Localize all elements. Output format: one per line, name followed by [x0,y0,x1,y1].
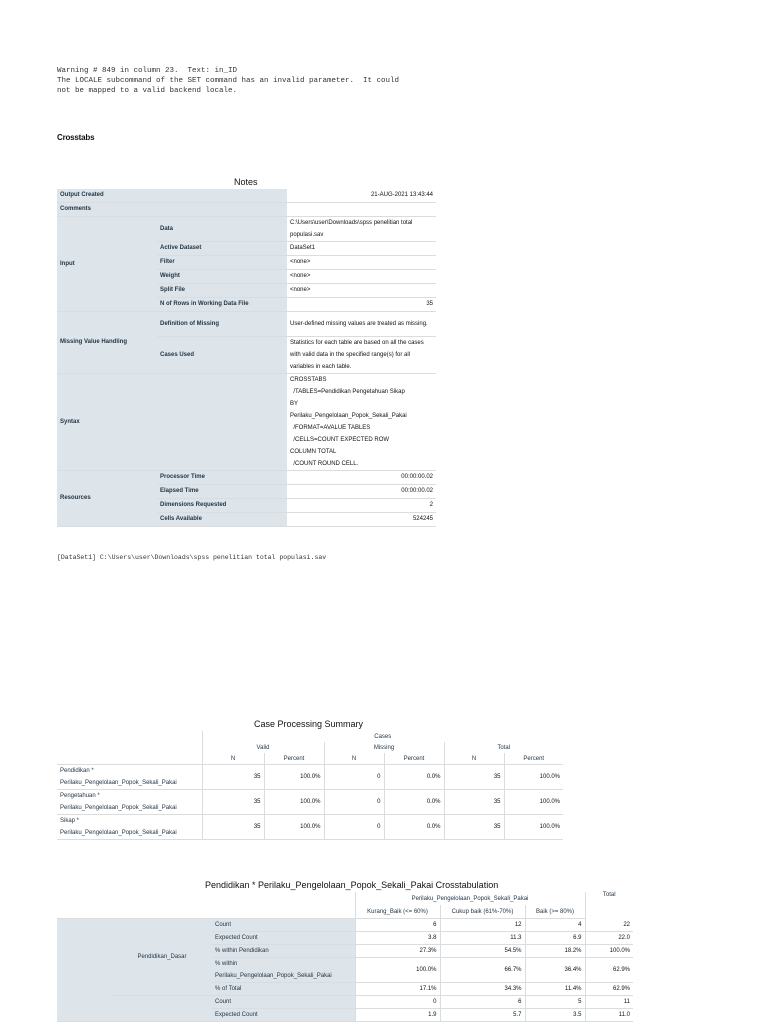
statistic-label-line: Expected Count [215,935,258,941]
cell-value: 27.3% [355,945,440,958]
row-label: Processor Time [157,471,287,485]
cell-value: 35 [444,815,504,840]
column-header: Cases [202,731,563,742]
cell-value: 0.0% [384,815,444,840]
cell-value: 100.0% [264,815,324,840]
table-row [57,189,436,203]
row-label-line: Perilaku_Pengelolaan_Popok_Sekali_Pakai [60,830,177,836]
cell-value: 100.0% [504,815,563,840]
statistic-label-line: % within [215,961,238,967]
cell-value: DataSet1 [287,242,436,256]
column-header: Percent [384,753,444,765]
statistic-label [212,958,355,983]
row-label: Filter [157,256,287,270]
cell-value: 3.5 [525,1009,585,1022]
header-row [57,905,633,919]
cell-value: 100.0% [504,790,563,815]
cell-value: Statistics for each table are based on all the cases with valid data in the specified range(s) for all variables in each table. [287,337,436,374]
row-label: Syntax [57,374,287,471]
crosstabs-heading: Crosstabs [57,133,95,142]
cell-value: 5.7 [440,1009,525,1022]
syntax-line: BY [290,401,299,407]
column-header: Baik (>= 80%) [525,905,585,919]
row-label: Active Dataset [157,242,287,256]
cell-value: 12 [440,919,525,932]
statistic-label-line: Count [215,922,232,928]
warning-line: not be mapped to a valid backend locale. [57,87,238,95]
row-label [57,790,202,815]
cell-value: 100.0% [504,765,563,790]
table-row [57,919,633,932]
row-label: Weight [157,270,287,284]
row-label: Cases Used [157,337,287,374]
row-label [57,815,202,840]
cell-value: C:\Users\user\Downloads\spss penelitian total populasi.sav [287,217,436,242]
cell-value: 11.4% [525,983,585,996]
cell-value: 62.9% [585,958,633,983]
cell-value: 35 [444,765,504,790]
table-row [57,815,563,840]
cell-value: 0 [324,790,384,815]
cell-value: 17.1% [355,983,440,996]
statistic-label-line: Expected Count [215,1012,258,1018]
cell-value: 18.2% [525,945,585,958]
case-processing-title: Case Processing Summary [254,719,364,729]
syntax-lines [290,374,433,470]
row-label: Split File [157,284,287,298]
statistic-label-line: % within Pendidikan [215,948,269,954]
row-label [57,765,202,790]
cell-value: 524245 [287,513,436,527]
cell-value: 22.0 [585,932,633,945]
cell-value: 5 [525,996,585,1009]
cell-value: 35 [202,815,264,840]
notes-title: Notes [234,177,258,187]
cell-value: 35 [444,790,504,815]
row-label: N of Rows in Working Data File [157,298,287,312]
row-label: Dimensions Requested [157,499,287,513]
row-label-line: Pengetahuan * [60,793,100,799]
cell-value: 62.9% [585,983,633,996]
cell-value: 0.0% [384,790,444,815]
cell-value: 21-AUG-2021 13:43:44 [287,189,436,203]
cell-value: 22 [585,919,633,932]
cell-value: 3.8 [355,932,440,945]
cell-value: 4 [525,919,585,932]
statistic-label [212,1009,355,1022]
cell-value: 100.0% [585,945,633,958]
cell-value: 100.0% [264,765,324,790]
statistic-label [212,945,355,958]
syntax-line: /TABLES=Pendidikan Pengetahuan Sikap [290,389,405,395]
row-label: Definition of Missing [157,312,287,337]
cell-value: 6 [440,996,525,1009]
row-label-line: Perilaku_Pengelolaan_Popok_Sekali_Pakai [60,780,177,786]
cell-value: 11.0 [585,1009,633,1022]
syntax-line: COLUMN TOTAL [290,449,337,455]
cell-value: 11 [585,996,633,1009]
column-header: Total [585,892,633,919]
notes-table [57,189,436,527]
column-header: Valid [202,742,324,753]
column-header: N [324,753,384,765]
table-row [57,996,633,1009]
cell-value: 6 [355,919,440,932]
table-row [57,471,436,485]
cell-value: 00:00:00.02 [287,485,436,499]
statistic-label [212,996,355,1009]
case-processing-table [57,731,563,840]
column-header: Total [444,742,563,753]
row-label-line: Sikap * [60,818,80,824]
syntax-line: Perilaku_Pengelolaan_Popok_Sekali_Pakai [290,413,407,419]
row-group-label: Pendidikan_Dasar [112,919,212,996]
header-row [57,742,563,753]
header-row [57,892,633,905]
row-label-line: Perilaku_Pengelolaan_Popok_Sekali_Pakai [60,805,177,811]
row-label: Elapsed Time [157,485,287,499]
syntax-cell [287,374,436,471]
cell-value: 11.3 [440,932,525,945]
syntax-line: CROSSTABS [290,377,327,383]
row-group-label [57,919,112,1022]
header-row [57,731,563,742]
column-header: Kurang_Baik (<= 60%) [355,905,440,919]
column-header: Missing [324,742,444,753]
cell-value: User-defined missing values are treated as missing. [287,312,436,337]
statistic-label [212,983,355,996]
crosstab-table [57,892,633,1022]
cell-value: 0.0% [384,765,444,790]
column-header: Cukup baik (61%-70%) [440,905,525,919]
cell-value: <none> [287,270,436,284]
cell-value: 35 [202,765,264,790]
crosstab-title: Pendidikan * Perilaku_Pengelolaan_Popok_Sekali_Pakai Crosstabulation [205,880,499,890]
warning-line: The LOCALE subcommand of the SET command has an invalid parameter. It could [57,77,400,85]
dataset-path: [DataSet1] C:\Users\user\Downloads\spss penelitian total populasi.sav [57,554,327,561]
table-row [57,312,436,337]
cell-value: 34.3% [440,983,525,996]
cell-value: 6.9 [525,932,585,945]
cell-value: 100.0% [355,958,440,983]
column-header: N [444,753,504,765]
row-label: Data [157,217,287,242]
statistic-label-line: Count [215,999,232,1005]
statistic-label-line: % of Total [215,986,242,992]
table-row [57,217,436,242]
cell-value: 35 [202,790,264,815]
row-group-label: Missing Value Handling [57,312,157,374]
row-group-label [112,996,212,1022]
statistic-label [212,919,355,932]
row-group-label: Input [57,217,157,312]
cell-value: 100.0% [264,790,324,815]
syntax-line: /CELLS=COUNT EXPECTED ROW [290,437,390,443]
warning-message [57,66,399,96]
column-header: Percent [504,753,563,765]
column-header: Percent [264,753,324,765]
table-row [57,374,436,471]
cell-value: 54.5% [440,945,525,958]
column-header: N [202,753,264,765]
cell-value: <none> [287,284,436,298]
row-label: Output Created [57,189,287,203]
row-label: Cells Available [157,513,287,527]
table-row [57,203,436,217]
row-label: Comments [57,203,287,217]
cell-value: 00:00:00.02 [287,471,436,485]
syntax-line: /FORMAT=AVALUE TABLES [290,425,371,431]
cell-value: 66.7% [440,958,525,983]
warning-line: Warning # 849 in column 23. Text: in_ID [57,67,238,75]
cell-value: <none> [287,256,436,270]
syntax-line: /COUNT ROUND CELL. [290,461,359,467]
cell-value: 2 [287,499,436,513]
row-group-label: Resources [57,471,157,527]
cell-value [287,203,436,217]
column-header: Perilaku_Pengelolaan_Popok_Sekali_Pakai [355,892,585,905]
cell-value: 0 [355,996,440,1009]
cell-value: 1.9 [355,1009,440,1022]
cell-value: 0 [324,765,384,790]
row-label-line: Pendidikan * [60,768,94,774]
table-row [57,790,563,815]
statistic-label [212,932,355,945]
header-row [57,753,563,765]
table-row [57,765,563,790]
cell-value: 0 [324,815,384,840]
cell-value: 35 [287,298,436,312]
cell-value: 36.4% [525,958,585,983]
statistic-label-line: Perilaku_Pengelolaan_Popok_Sekali_Pakai [215,973,332,979]
